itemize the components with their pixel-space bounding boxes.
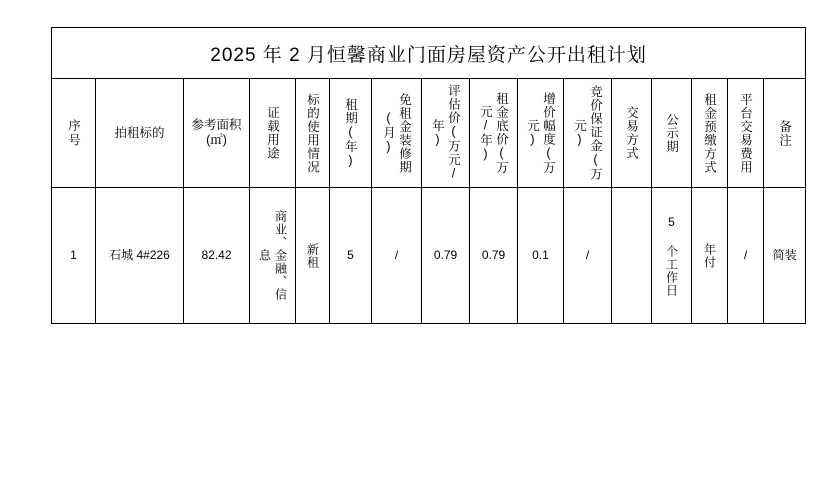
cell-remark: 简装 bbox=[764, 188, 806, 324]
cell-subject: 石城 4#226 bbox=[96, 188, 184, 324]
table-row bbox=[52, 188, 806, 324]
column-header-status: 标的使用情况 bbox=[296, 79, 330, 188]
column-header-bid-deposit: 竞价保证金(万元) bbox=[564, 79, 612, 188]
column-header-platform-fee: 平台交易费用 bbox=[728, 79, 764, 188]
cell-trade-method bbox=[612, 188, 652, 324]
cell-lease-term: 5 bbox=[330, 188, 372, 324]
column-header-appraised-price: 评估价(万元/年) bbox=[422, 79, 470, 188]
column-header-trade-method: 交易方式 bbox=[612, 79, 652, 188]
cell-bid-deposit: / bbox=[564, 188, 612, 324]
cell-status: 新租 bbox=[296, 188, 330, 324]
table-header-row bbox=[52, 79, 806, 188]
cell-appraised-price: 0.79 bbox=[422, 188, 470, 324]
rental-plan-table bbox=[51, 27, 806, 324]
column-header-certified-use: 证载用途 bbox=[250, 79, 296, 188]
cell-seq: 1 bbox=[52, 188, 96, 324]
cell-platform-fee: / bbox=[728, 188, 764, 324]
cell-increment: 0.1 bbox=[518, 188, 564, 324]
cell-area: 82.42 bbox=[184, 188, 250, 324]
page-title: 2025 年 2 月恒馨商业门面房屋资产公开出租计划 bbox=[52, 28, 806, 79]
column-header-floor-price: 租金底价(万元/年) bbox=[470, 79, 518, 188]
column-header-area: 参考面积(㎡) bbox=[184, 79, 250, 188]
cell-certified-use: 商业、金融、信息 bbox=[250, 188, 296, 324]
rental-plan-sheet bbox=[51, 27, 797, 322]
column-header-seq: 序号 bbox=[52, 79, 96, 188]
cell-payment-method: 年付 bbox=[692, 188, 728, 324]
table-title-row bbox=[52, 28, 806, 79]
column-header-increment: 增价幅度(万元) bbox=[518, 79, 564, 188]
column-header-publicity-period: 公示期 bbox=[652, 79, 692, 188]
cell-publicity-period: 5 个工作日 bbox=[652, 188, 692, 324]
column-header-lease-term: 租期(年) bbox=[330, 79, 372, 188]
cell-floor-price: 0.79 bbox=[470, 188, 518, 324]
column-header-payment-method: 租金预缴方式 bbox=[692, 79, 728, 188]
column-header-remark: 备注 bbox=[764, 79, 806, 188]
cell-free-fitting-period: / bbox=[372, 188, 422, 324]
column-header-subject: 拍租标的 bbox=[96, 79, 184, 188]
column-header-free-fitting-period: 免租金装修期(月) bbox=[372, 79, 422, 188]
